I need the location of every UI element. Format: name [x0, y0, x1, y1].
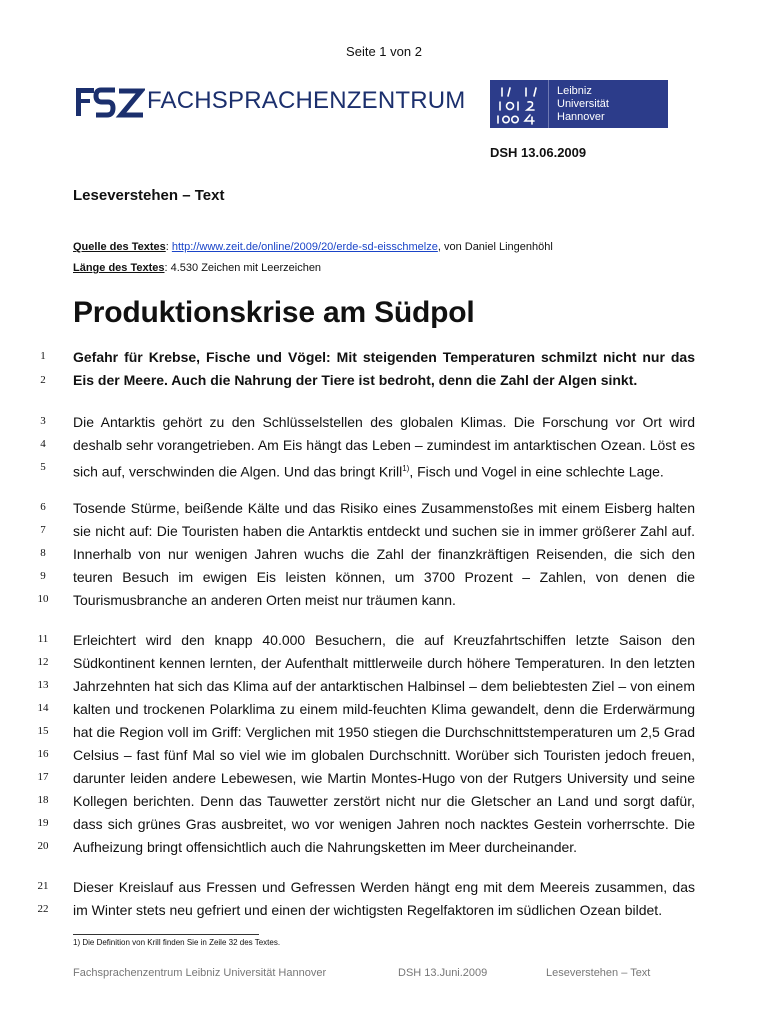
exam-date: DSH 13.06.2009	[490, 145, 587, 160]
line-number: 8	[40, 547, 46, 559]
paragraph-2	[73, 497, 695, 612]
paragraph-4	[73, 876, 695, 922]
fsz-logo	[75, 82, 465, 120]
line-number: 4	[40, 438, 46, 450]
paragraph-1-text-a: Die Antarktis gehört zu den Schlüsselstellen des globalen Klimas. Die Forschung vor Ort wird deshalb sehr vorangetrieben. Am Eis hängt das Leben – zumindest im antarktischen Ozean. Löst es sich auf, verschwinden die Algen. Und das bringt Krill	[73, 414, 695, 480]
line-number: 9	[40, 570, 46, 582]
paragraph-3-text: Erleichtert wird den knapp 40.000 Besuchern, die auf Kreuzfahrtschiffen letzte Saison den Südkontinent kennen lernten, der Aufenthalt mittlerweile durch höhere Temperaturen. In den letzten Jahrzehnten hat sich das Klima auf der antarktischen Halbinsel – dem beliebtesten Ziel – von einem kalten und trockenen Polarklima zu einem mild-feuchten Klima gewandelt, denn die Erderwärmung hat die Region voll im Griff: Verglichen mit 1950 stiegen die Durchschnittstemperaturen um 2,5 Grad Celsius – fast fünf Mal so viel wie im globalen Durchschnitt. Worüber sich Touristen jedoch freuen, darunter leiden andere Lebewesen, wie Martin Montes-Hugo von der Rutgers University und seine Kollegen berichten. Denn das Tauwetter zerstört nicht nur die Gletscher an Land und sorgt dafür, dass sich grünes Gras ausbreitet, wo vor wenigen Jahren noch nacktes Gestein vorherrschte. Die Aufheizung bringt offensichtlich auch die Nahrungsketten im Meer durcheinander.	[73, 632, 695, 855]
line-number: 11	[37, 633, 49, 645]
footnote-text: 1) Die Definition von Krill finden Sie in Zeile 32 des Textes.	[73, 938, 281, 947]
page-number: Seite 1 von 2	[346, 44, 422, 59]
line-number: 13	[37, 679, 49, 691]
paragraph-4-text: Dieser Kreislauf aus Fressen und Gefressen Werden hängt eng mit dem Meereis zusammen, das im Winter stets neu gefriert und einen der wichtigsten Regelfaktoren im südlichen Ozean bildet.	[73, 879, 695, 918]
luh-logo-line-1: Leibniz	[557, 84, 592, 97]
line-number: 20	[37, 840, 49, 852]
line-number: 10	[37, 593, 49, 605]
luh-logo-line-2: Universität	[557, 97, 609, 110]
source-label: Quelle des Textes	[73, 241, 166, 253]
line-number: 15	[37, 725, 49, 737]
line-number: 3	[40, 415, 46, 427]
footer-left: Fachsprachenzentrum Leibniz Universität Hannover	[73, 967, 327, 979]
fsz-logo-name: FACHSPRACHENZENTRUM	[147, 87, 466, 114]
line-number: 21	[37, 880, 49, 892]
length-value: 4.530 Zeichen mit Leerzeichen	[170, 262, 322, 274]
source-line: Quelle des Textes: http://www.zeit.de/online/2009/20/erde-sd-eisschmelze, von Daniel Lingenhöhl	[73, 241, 553, 253]
line-number: 14	[37, 702, 49, 714]
line-number: 22	[37, 903, 49, 915]
section-title: Leseverstehen – Text	[73, 187, 225, 204]
footnote-divider	[73, 934, 259, 935]
fsz-logo-mark	[75, 82, 145, 120]
source-link[interactable]: http://www.zeit.de/online/2009/20/erde-sd-eisschmelze	[171, 241, 438, 253]
lead-paragraph	[73, 346, 695, 392]
line-number: 19	[37, 817, 49, 829]
luh-logo-digits	[490, 80, 549, 128]
length-line: Länge des Textes: 4.530 Zeichen mit Leerzeichen	[73, 262, 322, 274]
paragraph-1	[73, 411, 695, 484]
article-title: Produktionskrise am Südpol	[73, 296, 475, 329]
luh-logo-line-3: Hannover	[557, 110, 605, 123]
length-label: Länge des Textes	[73, 262, 165, 274]
line-number: 16	[37, 748, 49, 760]
footer-right: Leseverstehen – Text	[546, 967, 651, 979]
footnote-marker: 1)	[402, 464, 410, 473]
luh-logo	[490, 80, 668, 128]
source-author: , von Daniel Lingenhöhl	[437, 241, 553, 253]
lead-text: Gefahr für Krebse, Fische und Vögel: Mit steigenden Temperaturen schmilzt nicht nur das Eis der Meere. Auch die Nahrung der Tiere ist bedroht, denn die Zahl der Algen sinkt.	[73, 349, 695, 388]
line-number: 17	[37, 771, 49, 783]
footer-center: DSH 13.Juni.2009	[398, 967, 488, 979]
line-number: 7	[40, 524, 46, 536]
line-number: 6	[40, 501, 46, 513]
line-number: 12	[37, 656, 49, 668]
paragraph-3	[73, 629, 695, 859]
line-number: 1	[40, 350, 46, 362]
line-number: 18	[37, 794, 49, 806]
paragraph-1-text-b: , Fisch und Vogel in eine schlechte Lage.	[409, 463, 664, 480]
line-number: 2	[40, 374, 46, 386]
paragraph-2-text: Tosende Stürme, beißende Kälte und das Risiko eines Zusammenstoßes mit einem Eisberg halten sie nicht auf: Die Touristen haben die Antarktis entdeckt und suchen sie in immer größerer Zahl auf. Innerhalb von nur wenigen Jahren wuchs die Zahl der finanzkräftigen Reisenden, die sich den teuren Besuch im ewigen Eis leisten können, um 3700 Prozent – Zahlen, von denen die Tourismusbranche an anderen Orten meist nur träumen kann.	[73, 500, 695, 608]
line-number: 5	[40, 461, 46, 473]
